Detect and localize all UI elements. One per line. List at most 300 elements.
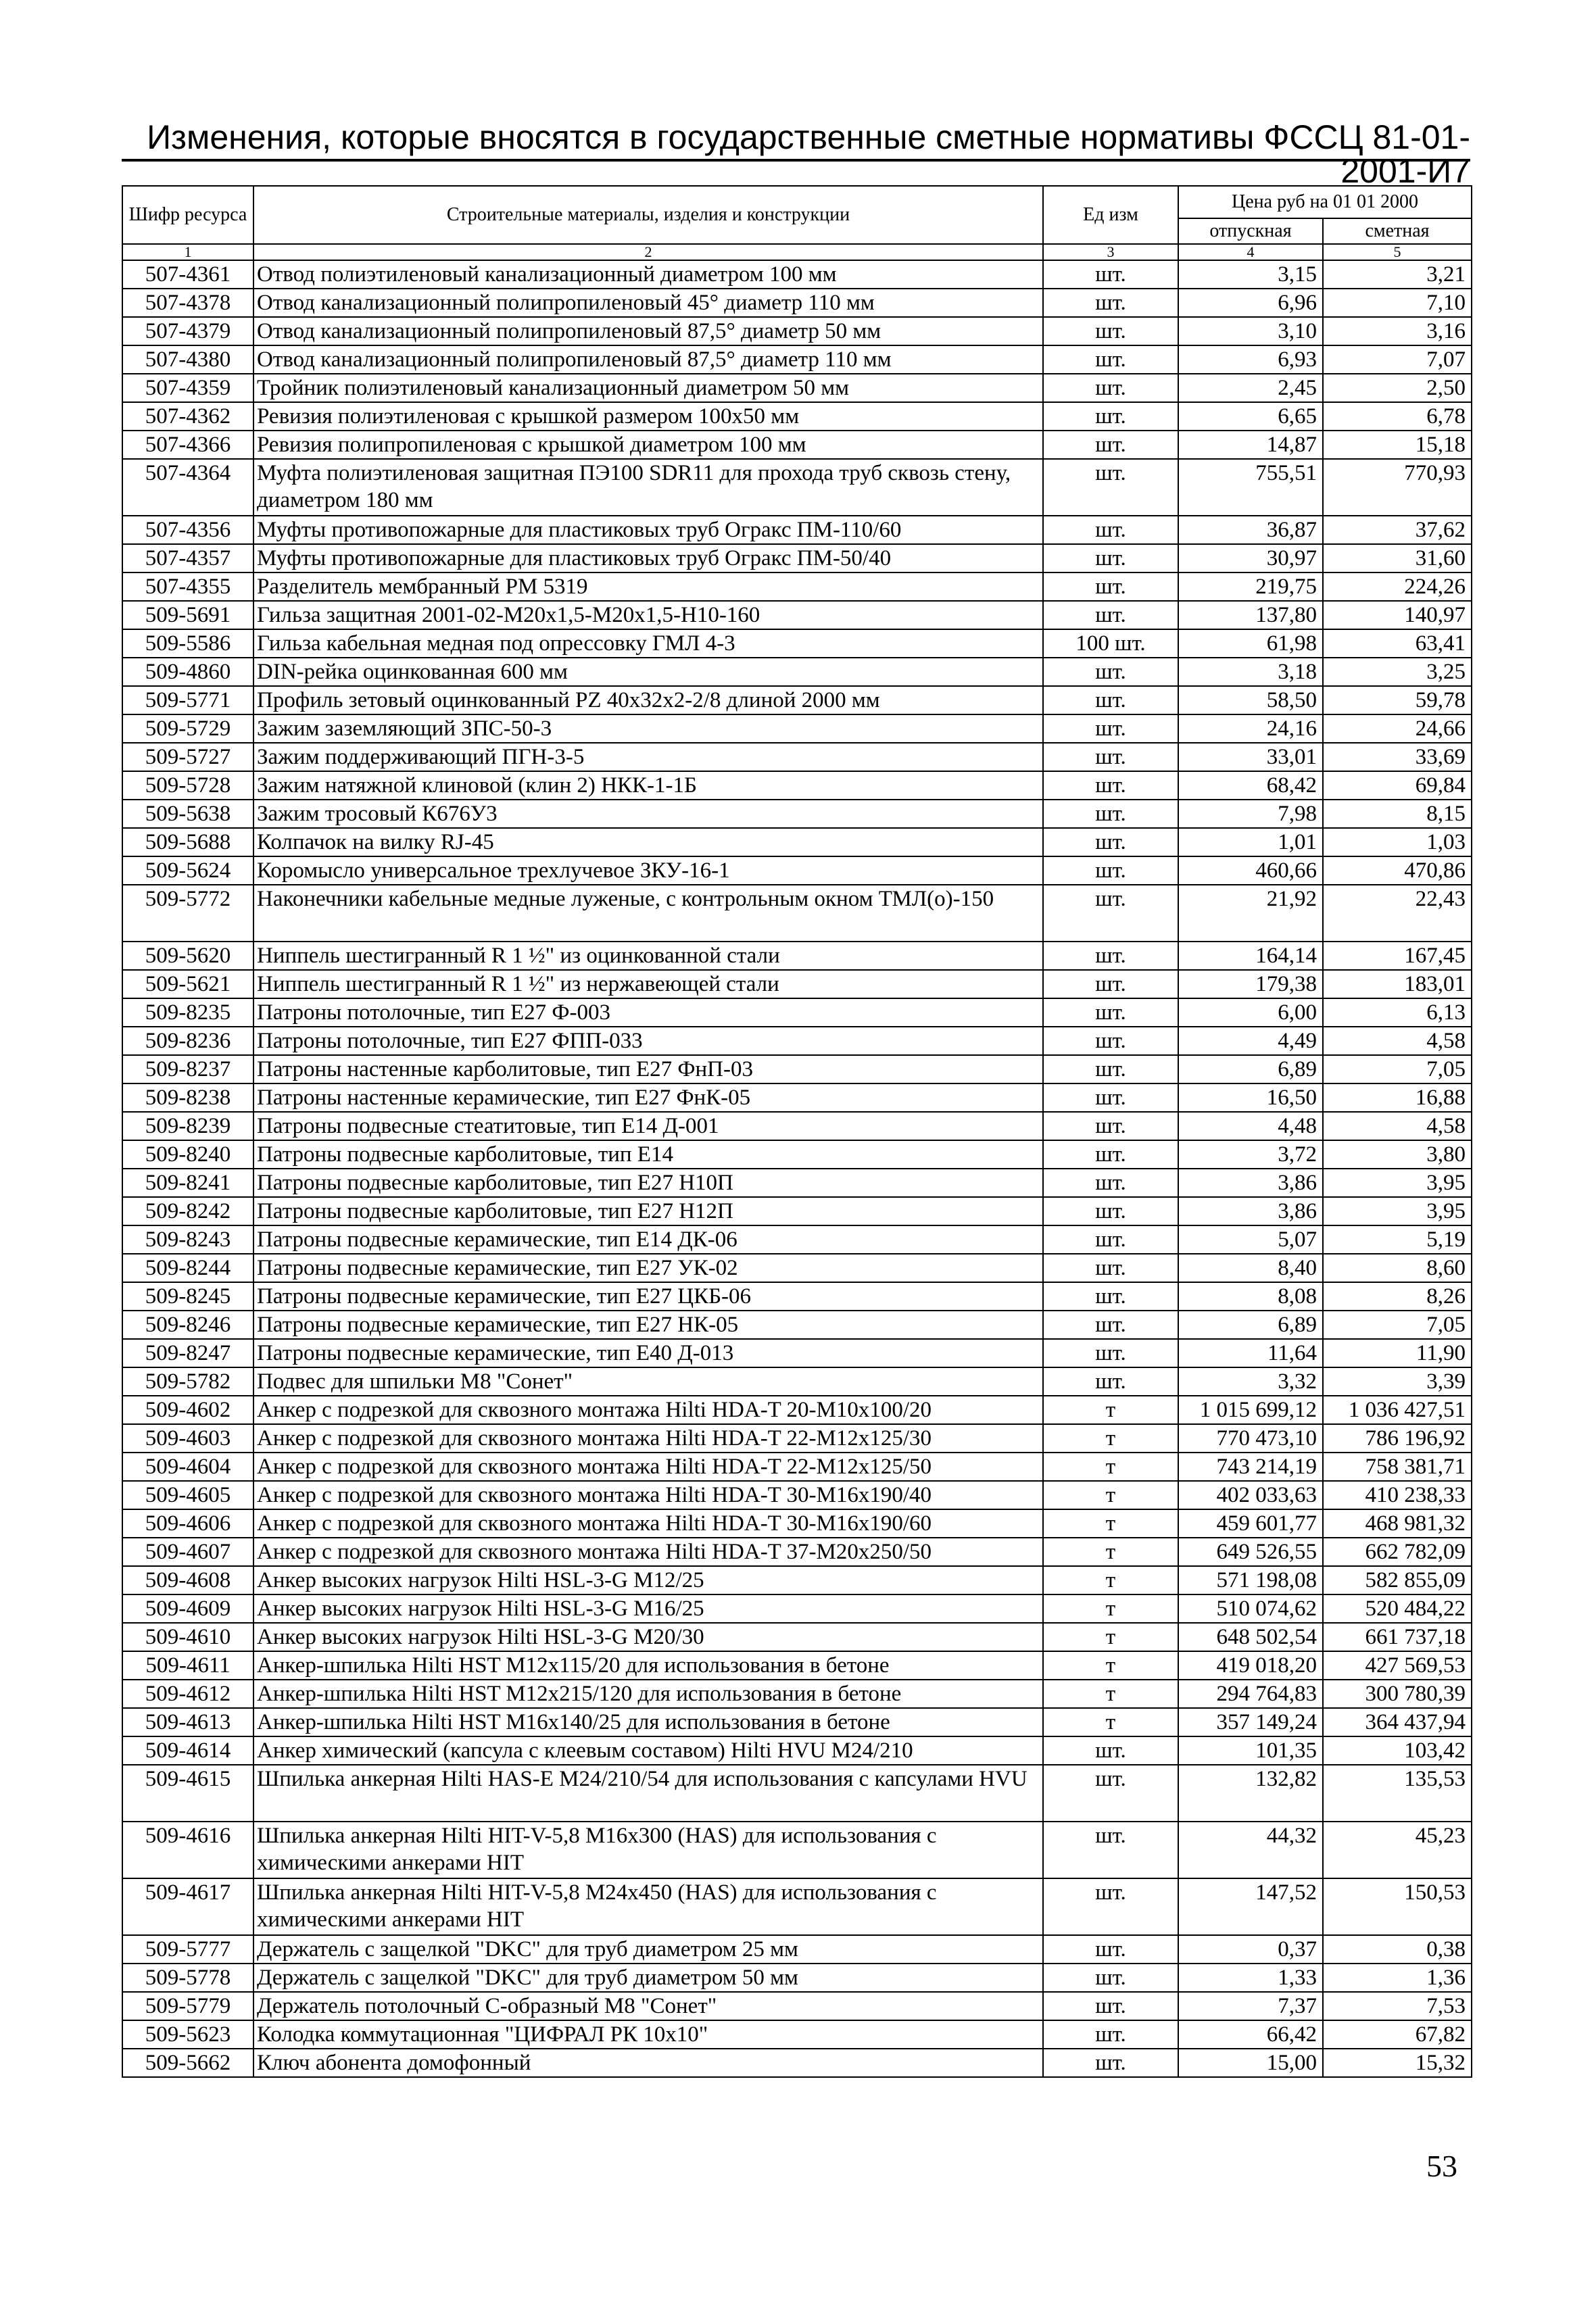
col-header-estimate: сметная — [1323, 218, 1472, 244]
table-row — [122, 771, 1472, 800]
estimate-price-cell: 468 981,32 — [1323, 1509, 1472, 1538]
table-row — [122, 402, 1472, 431]
material-name-cell: Муфты противопожарные для пластиковых труб Огракс ПМ-50/40 — [253, 544, 1043, 572]
estimate-price-cell: 8,15 — [1323, 800, 1472, 828]
resource-code-cell: 509-5662 — [122, 2049, 253, 2077]
unit-cell: шт. — [1043, 1339, 1178, 1367]
estimate-price-cell: 224,26 — [1323, 572, 1472, 601]
release-price-cell: 571 198,08 — [1178, 1566, 1323, 1594]
release-price-cell: 5,07 — [1178, 1225, 1323, 1254]
release-price-cell: 510 074,62 — [1178, 1594, 1323, 1623]
resource-code-cell: 509-4603 — [122, 1424, 253, 1453]
release-price-cell: 66,42 — [1178, 2020, 1323, 2049]
table-row — [122, 1822, 1472, 1878]
unit-cell: т — [1043, 1481, 1178, 1509]
release-price-cell: 6,96 — [1178, 289, 1323, 317]
table-row — [122, 1538, 1472, 1566]
unit-cell: т — [1043, 1566, 1178, 1594]
material-name-cell: Шпилька анкерная Hilti HAS-E M24/210/54 для использования с капсулами HVU — [253, 1765, 1043, 1822]
estimate-price-cell: 67,82 — [1323, 2020, 1472, 2049]
material-name-cell: Ниппель шестигранный R 1 ½" из нержавеющей стали — [253, 970, 1043, 998]
estimate-price-cell: 6,13 — [1323, 998, 1472, 1027]
estimate-price-cell: 770,93 — [1323, 459, 1472, 516]
material-name-cell: Гильза кабельная медная под опрессовку ГМЛ 4-3 — [253, 629, 1043, 658]
release-price-cell: 6,65 — [1178, 402, 1323, 431]
table-row — [122, 658, 1472, 686]
material-name-cell: Анкер с подрезкой для сквозного монтажа Hilti HDA-T 20-M10x100/20 — [253, 1396, 1043, 1424]
resource-code-cell: 509-8240 — [122, 1140, 253, 1169]
table-row — [122, 1311, 1472, 1339]
release-price-cell: 8,08 — [1178, 1282, 1323, 1311]
estimate-price-cell: 582 855,09 — [1323, 1566, 1472, 1594]
estimate-price-cell: 786 196,92 — [1323, 1424, 1472, 1453]
resource-code-cell: 509-4615 — [122, 1765, 253, 1822]
page-header-title: Изменения, которые вносятся в государственные сметные нормативы ФССЦ 81-01-2001-И7 — [147, 118, 1470, 190]
release-price-cell: 648 502,54 — [1178, 1623, 1323, 1651]
estimate-price-cell: 0,38 — [1323, 1935, 1472, 1964]
resource-code-cell: 509-4608 — [122, 1566, 253, 1594]
table-row — [122, 1481, 1472, 1509]
resource-code-cell: 507-4361 — [122, 260, 253, 289]
table-row — [122, 1453, 1472, 1481]
table-row — [122, 1680, 1472, 1708]
estimate-price-cell: 59,78 — [1323, 686, 1472, 714]
estimate-price-cell: 3,95 — [1323, 1197, 1472, 1225]
resource-code-cell: 509-4611 — [122, 1651, 253, 1680]
release-price-cell: 3,18 — [1178, 658, 1323, 686]
material-name-cell: Патроны настенные карболитовые, тип Е27 ФнП-03 — [253, 1055, 1043, 1083]
release-price-cell: 419 018,20 — [1178, 1651, 1323, 1680]
resource-code-cell: 507-4355 — [122, 572, 253, 601]
table-row — [122, 2049, 1472, 2077]
resource-code-cell: 509-5777 — [122, 1935, 253, 1964]
estimate-price-cell: 15,32 — [1323, 2049, 1472, 2077]
unit-cell: шт. — [1043, 1055, 1178, 1083]
material-name-cell: Анкер с подрезкой для сквозного монтажа Hilti HDA-T 30-M16x190/40 — [253, 1481, 1043, 1509]
material-name-cell: Патроны потолочные, тип Е27 Ф-003 — [253, 998, 1043, 1027]
resource-code-cell: 509-5623 — [122, 2020, 253, 2049]
unit-cell: шт. — [1043, 1878, 1178, 1935]
estimate-price-cell: 11,90 — [1323, 1339, 1472, 1367]
col-header-release: отпускная — [1178, 218, 1323, 244]
column-number: 1 — [122, 244, 253, 260]
unit-cell: шт. — [1043, 1992, 1178, 2020]
resource-code-cell: 509-8235 — [122, 998, 253, 1027]
release-price-cell: 219,75 — [1178, 572, 1323, 601]
resource-code-cell: 509-4604 — [122, 1453, 253, 1481]
material-name-cell: Патроны потолочные, тип Е27 ФПП-033 — [253, 1027, 1043, 1055]
resource-code-cell: 509-4616 — [122, 1822, 253, 1878]
table-row — [122, 800, 1472, 828]
resource-code-cell: 507-4362 — [122, 402, 253, 431]
estimate-price-cell: 63,41 — [1323, 629, 1472, 658]
release-price-cell: 1,01 — [1178, 828, 1323, 856]
material-name-cell: Патроны подвесные стеатитовые, тип Е14 Д-001 — [253, 1112, 1043, 1140]
unit-cell: шт. — [1043, 1311, 1178, 1339]
table-row — [122, 686, 1472, 714]
material-name-cell: Отвод канализационный полипропиленовый 87,5° диаметр 110 мм — [253, 345, 1043, 374]
estimate-price-cell: 6,78 — [1323, 402, 1472, 431]
table-row — [122, 459, 1472, 516]
column-number: 5 — [1323, 244, 1472, 260]
estimate-price-cell: 135,53 — [1323, 1765, 1472, 1822]
material-name-cell: Анкер с подрезкой для сквозного монтажа Hilti HDA-T 37-M20x250/50 — [253, 1538, 1043, 1566]
resource-code-cell: 507-4356 — [122, 516, 253, 544]
release-price-cell: 4,48 — [1178, 1112, 1323, 1140]
estimate-price-cell: 1,03 — [1323, 828, 1472, 856]
release-price-cell: 33,01 — [1178, 743, 1323, 771]
release-price-cell: 24,16 — [1178, 714, 1323, 743]
unit-cell: шт. — [1043, 289, 1178, 317]
table-row — [122, 1112, 1472, 1140]
resource-code-cell: 509-5778 — [122, 1964, 253, 1992]
estimate-price-cell: 7,10 — [1323, 289, 1472, 317]
resource-code-cell: 509-8241 — [122, 1169, 253, 1197]
release-price-cell: 4,49 — [1178, 1027, 1323, 1055]
unit-cell: шт. — [1043, 544, 1178, 572]
material-name-cell: Держатель потолочный С-образный М8 "Сонет" — [253, 1992, 1043, 2020]
material-name-cell: Анкер-шпилька Hilti HST M12x215/120 для использования в бетоне — [253, 1680, 1043, 1708]
table-row — [122, 1055, 1472, 1083]
unit-cell: шт. — [1043, 885, 1178, 942]
unit-cell: шт. — [1043, 1197, 1178, 1225]
material-name-cell: Колпачок на вилку RJ-45 — [253, 828, 1043, 856]
estimate-price-cell: 3,80 — [1323, 1140, 1472, 1169]
release-price-cell: 649 526,55 — [1178, 1538, 1323, 1566]
resource-code-cell: 509-4610 — [122, 1623, 253, 1651]
table-row — [122, 1367, 1472, 1396]
unit-cell: т — [1043, 1651, 1178, 1680]
resource-code-cell: 509-4609 — [122, 1594, 253, 1623]
resource-code-cell: 509-8246 — [122, 1311, 253, 1339]
table-row — [122, 544, 1472, 572]
material-name-cell: Подвес для шпильки М8 "Сонет" — [253, 1367, 1043, 1396]
material-name-cell: Анкер-шпилька Hilti HST M16x140/25 для использования в бетоне — [253, 1708, 1043, 1736]
material-name-cell: Патроны настенные керамические, тип Е27 ФнК-05 — [253, 1083, 1043, 1112]
estimate-price-cell: 5,19 — [1323, 1225, 1472, 1254]
unit-cell: шт. — [1043, 402, 1178, 431]
material-name-cell: Зажим натяжной клиновой (клин 2) НКК-1-1Б — [253, 771, 1043, 800]
release-price-cell: 68,42 — [1178, 771, 1323, 800]
resource-code-cell: 509-4614 — [122, 1736, 253, 1765]
unit-cell: шт. — [1043, 686, 1178, 714]
estimate-price-cell: 45,23 — [1323, 1822, 1472, 1878]
material-name-cell: Ревизия полиэтиленовая с крышкой размером 100х50 мм — [253, 402, 1043, 431]
unit-cell: шт. — [1043, 970, 1178, 998]
unit-cell: шт. — [1043, 516, 1178, 544]
material-name-cell: Профиль зетовый оцинкованный PZ 40х32х2-2/8 длиной 2000 мм — [253, 686, 1043, 714]
estimate-price-cell: 3,25 — [1323, 658, 1472, 686]
table-row — [122, 1424, 1472, 1453]
table-row — [122, 601, 1472, 629]
material-name-cell: Ниппель шестигранный R 1 ½" из оцинкованной стали — [253, 942, 1043, 970]
page-number: 53 — [1426, 2149, 1457, 2183]
unit-cell: шт. — [1043, 1027, 1178, 1055]
table-row — [122, 1339, 1472, 1367]
table-row — [122, 1254, 1472, 1282]
table-row — [122, 317, 1472, 345]
estimate-price-cell: 7,05 — [1323, 1055, 1472, 1083]
table-row — [122, 1765, 1472, 1822]
estimate-price-cell: 300 780,39 — [1323, 1680, 1472, 1708]
unit-cell: шт. — [1043, 2020, 1178, 2049]
material-name-cell: Отвод канализационный полипропиленовый 45° диаметр 110 мм — [253, 289, 1043, 317]
unit-cell: т — [1043, 1396, 1178, 1424]
col-header-unit: Ед изм — [1043, 186, 1178, 244]
material-name-cell: Отвод канализационный полипропиленовый 87,5° диаметр 50 мм — [253, 317, 1043, 345]
unit-cell: шт. — [1043, 1765, 1178, 1822]
release-price-cell: 58,50 — [1178, 686, 1323, 714]
material-name-cell: Держатель с защелкой "DKC" для труб диаметром 25 мм — [253, 1935, 1043, 1964]
price-table-container — [122, 185, 1471, 2078]
estimate-price-cell: 103,42 — [1323, 1736, 1472, 1765]
unit-cell: шт. — [1043, 2049, 1178, 2077]
material-name-cell: Муфты противопожарные для пластиковых труб Огракс ПМ-110/60 — [253, 516, 1043, 544]
estimate-price-cell: 2,50 — [1323, 374, 1472, 402]
table-row — [122, 1140, 1472, 1169]
estimate-price-cell: 470,86 — [1323, 856, 1472, 885]
unit-cell: т — [1043, 1594, 1178, 1623]
table-row — [122, 1992, 1472, 2020]
material-name-cell: Зажим тросовый К676У3 — [253, 800, 1043, 828]
material-name-cell: Анкер-шпилька Hilti HST M12x115/20 для использования в бетоне — [253, 1651, 1043, 1680]
unit-cell: шт. — [1043, 1254, 1178, 1282]
resource-code-cell: 509-5620 — [122, 942, 253, 970]
release-price-cell: 3,10 — [1178, 317, 1323, 345]
resource-code-cell: 507-4379 — [122, 317, 253, 345]
unit-cell: т — [1043, 1708, 1178, 1736]
unit-cell: шт. — [1043, 828, 1178, 856]
material-name-cell: Патроны подвесные карболитовые, тип Е14 — [253, 1140, 1043, 1169]
table-row — [122, 1509, 1472, 1538]
unit-cell: шт. — [1043, 459, 1178, 516]
estimate-price-cell: 364 437,94 — [1323, 1708, 1472, 1736]
unit-cell: шт. — [1043, 1822, 1178, 1878]
release-price-cell: 15,00 — [1178, 2049, 1323, 2077]
resource-code-cell: 509-8245 — [122, 1282, 253, 1311]
unit-cell: шт. — [1043, 374, 1178, 402]
resource-code-cell: 509-8242 — [122, 1197, 253, 1225]
material-name-cell: DIN-рейка оцинкованная 600 мм — [253, 658, 1043, 686]
resource-code-cell: 507-4378 — [122, 289, 253, 317]
unit-cell: шт. — [1043, 743, 1178, 771]
column-number: 4 — [1178, 244, 1323, 260]
unit-cell: т — [1043, 1424, 1178, 1453]
unit-cell: шт. — [1043, 771, 1178, 800]
unit-cell: шт. — [1043, 1112, 1178, 1140]
material-name-cell: Патроны подвесные керамические, тип Е27 УК-02 — [253, 1254, 1043, 1282]
estimate-price-cell: 3,21 — [1323, 260, 1472, 289]
resource-code-cell: 507-4366 — [122, 431, 253, 459]
release-price-cell: 7,98 — [1178, 800, 1323, 828]
release-price-cell: 1,33 — [1178, 1964, 1323, 1992]
release-price-cell: 179,38 — [1178, 970, 1323, 998]
estimate-price-cell: 8,60 — [1323, 1254, 1472, 1282]
table-row — [122, 1027, 1472, 1055]
material-name-cell: Анкер высоких нагрузок Hilti HSL-3-G M20/30 — [253, 1623, 1043, 1651]
release-price-cell: 61,98 — [1178, 629, 1323, 658]
material-name-cell: Колодка коммутационная "ЦИФРАЛ РК 10х10" — [253, 2020, 1043, 2049]
resource-code-cell: 509-5691 — [122, 601, 253, 629]
table-row — [122, 1736, 1472, 1765]
estimate-price-cell: 3,16 — [1323, 317, 1472, 345]
estimate-price-cell: 33,69 — [1323, 743, 1472, 771]
release-price-cell: 36,87 — [1178, 516, 1323, 544]
material-name-cell: Разделитель мембранный РМ 5319 — [253, 572, 1043, 601]
release-price-cell: 6,93 — [1178, 345, 1323, 374]
unit-cell: шт. — [1043, 317, 1178, 345]
resource-code-cell: 509-5638 — [122, 800, 253, 828]
resource-code-cell: 509-5688 — [122, 828, 253, 856]
resource-code-cell: 509-4612 — [122, 1680, 253, 1708]
table-row — [122, 1169, 1472, 1197]
release-price-cell: 30,97 — [1178, 544, 1323, 572]
material-name-cell: Держатель с защелкой "DKC" для труб диаметром 50 мм — [253, 1964, 1043, 1992]
material-name-cell: Патроны подвесные керамические, тип Е14 ДК-06 — [253, 1225, 1043, 1254]
table-row — [122, 1878, 1472, 1935]
resource-code-cell: 509-4606 — [122, 1509, 253, 1538]
resource-code-cell: 509-8236 — [122, 1027, 253, 1055]
estimate-price-cell: 31,60 — [1323, 544, 1472, 572]
estimate-price-cell: 661 737,18 — [1323, 1623, 1472, 1651]
col-header-code: Шифр ресурса — [122, 186, 253, 244]
estimate-price-cell: 758 381,71 — [1323, 1453, 1472, 1481]
table-row — [122, 1594, 1472, 1623]
material-name-cell: Наконечники кабельные медные луженые, с контрольным окном ТМЛ(о)-150 — [253, 885, 1043, 942]
table-row — [122, 374, 1472, 402]
estimate-price-cell: 140,97 — [1323, 601, 1472, 629]
release-price-cell: 294 764,83 — [1178, 1680, 1323, 1708]
table-row — [122, 856, 1472, 885]
release-price-cell: 11,64 — [1178, 1339, 1323, 1367]
table-row — [122, 629, 1472, 658]
table-row — [122, 1964, 1472, 1992]
estimate-price-cell: 662 782,09 — [1323, 1538, 1472, 1566]
unit-cell: 100 шт. — [1043, 629, 1178, 658]
material-name-cell: Патроны подвесные керамические, тип Е27 ЦКБ-06 — [253, 1282, 1043, 1311]
unit-cell: шт. — [1043, 714, 1178, 743]
estimate-price-cell: 3,95 — [1323, 1169, 1472, 1197]
resource-code-cell: 509-5771 — [122, 686, 253, 714]
estimate-price-cell: 7,05 — [1323, 1311, 1472, 1339]
resource-code-cell: 509-5728 — [122, 771, 253, 800]
resource-code-cell: 509-4607 — [122, 1538, 253, 1566]
table-row — [122, 998, 1472, 1027]
estimate-price-cell: 37,62 — [1323, 516, 1472, 544]
table-row — [122, 572, 1472, 601]
release-price-cell: 7,37 — [1178, 1992, 1323, 2020]
resource-code-cell: 509-4605 — [122, 1481, 253, 1509]
unit-cell: шт. — [1043, 260, 1178, 289]
price-table-body — [122, 260, 1472, 2077]
material-name-cell: Анкер с подрезкой для сквозного монтажа Hilti HDA-T 22-M12x125/50 — [253, 1453, 1043, 1481]
release-price-cell: 0,37 — [1178, 1935, 1323, 1964]
material-name-cell: Патроны подвесные карболитовые, тип Е27 Н12П — [253, 1197, 1043, 1225]
estimate-price-cell: 1,36 — [1323, 1964, 1472, 1992]
estimate-price-cell: 427 569,53 — [1323, 1651, 1472, 1680]
table-row — [122, 942, 1472, 970]
unit-cell: шт. — [1043, 998, 1178, 1027]
table-row — [122, 1197, 1472, 1225]
release-price-cell: 132,82 — [1178, 1765, 1323, 1822]
estimate-price-cell: 410 238,33 — [1323, 1481, 1472, 1509]
unit-cell: шт. — [1043, 1282, 1178, 1311]
table-row — [122, 885, 1472, 942]
release-price-cell: 460,66 — [1178, 856, 1323, 885]
material-name-cell: Шпилька анкерная Hilti HIT-V-5,8 M24x450 (HAS) для использования с химическими анкерами HIT — [253, 1878, 1043, 1935]
material-name-cell: Анкер высоких нагрузок Hilti HSL-3-G M12/25 — [253, 1566, 1043, 1594]
release-price-cell: 137,80 — [1178, 601, 1323, 629]
release-price-cell: 2,45 — [1178, 374, 1323, 402]
material-name-cell: Патроны подвесные керамические, тип Е40 Д-013 — [253, 1339, 1043, 1367]
release-price-cell: 44,32 — [1178, 1822, 1323, 1878]
material-name-cell: Анкер высоких нагрузок Hilti HSL-3-G M16/25 — [253, 1594, 1043, 1623]
estimate-price-cell: 520 484,22 — [1323, 1594, 1472, 1623]
resource-code-cell: 509-8237 — [122, 1055, 253, 1083]
estimate-price-cell: 4,58 — [1323, 1027, 1472, 1055]
estimate-price-cell: 15,18 — [1323, 431, 1472, 459]
estimate-price-cell: 22,43 — [1323, 885, 1472, 942]
release-price-cell: 16,50 — [1178, 1083, 1323, 1112]
estimate-price-cell: 7,07 — [1323, 345, 1472, 374]
unit-cell: шт. — [1043, 1169, 1178, 1197]
unit-cell: шт. — [1043, 1225, 1178, 1254]
resource-code-cell: 507-4380 — [122, 345, 253, 374]
resource-code-cell: 509-5779 — [122, 1992, 253, 2020]
unit-cell: шт. — [1043, 1367, 1178, 1396]
estimate-price-cell: 8,26 — [1323, 1282, 1472, 1311]
resource-code-cell: 509-5782 — [122, 1367, 253, 1396]
column-number: 2 — [253, 244, 1043, 260]
unit-cell: шт. — [1043, 601, 1178, 629]
table-row — [122, 1566, 1472, 1594]
price-table — [122, 185, 1472, 2078]
release-price-cell: 770 473,10 — [1178, 1424, 1323, 1453]
estimate-price-cell: 24,66 — [1323, 714, 1472, 743]
release-price-cell: 3,86 — [1178, 1197, 1323, 1225]
estimate-price-cell: 167,45 — [1323, 942, 1472, 970]
estimate-price-cell: 1 036 427,51 — [1323, 1396, 1472, 1424]
table-row — [122, 345, 1472, 374]
table-row — [122, 1708, 1472, 1736]
unit-cell: т — [1043, 1453, 1178, 1481]
material-name-cell: Коромысло универсальное трехлучевое ЗКУ-16-1 — [253, 856, 1043, 885]
material-name-cell: Зажим заземляющий ЗПС-50-3 — [253, 714, 1043, 743]
material-name-cell: Отвод полиэтиленовый канализационный диаметром 100 мм — [253, 260, 1043, 289]
table-row — [122, 1935, 1472, 1964]
unit-cell: шт. — [1043, 1935, 1178, 1964]
material-name-cell: Ревизия полипропиленовая с крышкой диаметром 100 мм — [253, 431, 1043, 459]
resource-code-cell: 509-4617 — [122, 1878, 253, 1935]
unit-cell: шт. — [1043, 431, 1178, 459]
resource-code-cell: 509-5729 — [122, 714, 253, 743]
resource-code-cell: 509-5727 — [122, 743, 253, 771]
resource-code-cell: 509-4860 — [122, 658, 253, 686]
release-price-cell: 402 033,63 — [1178, 1481, 1323, 1509]
material-name-cell: Патроны подвесные карболитовые, тип Е27 Н10П — [253, 1169, 1043, 1197]
unit-cell: шт. — [1043, 1736, 1178, 1765]
resource-code-cell: 507-4364 — [122, 459, 253, 516]
material-name-cell: Шпилька анкерная Hilti HIT-V-5,8 M16x300 (HAS) для использования с химическими анкерами HIT — [253, 1822, 1043, 1878]
resource-code-cell: 509-8238 — [122, 1083, 253, 1112]
material-name-cell: Ключ абонента домофонный — [253, 2049, 1043, 2077]
release-price-cell: 6,89 — [1178, 1311, 1323, 1339]
resource-code-cell: 509-8243 — [122, 1225, 253, 1254]
table-row — [122, 1282, 1472, 1311]
material-name-cell: Зажим поддерживающий ПГН-3-5 — [253, 743, 1043, 771]
table-row — [122, 260, 1472, 289]
release-price-cell: 3,86 — [1178, 1169, 1323, 1197]
